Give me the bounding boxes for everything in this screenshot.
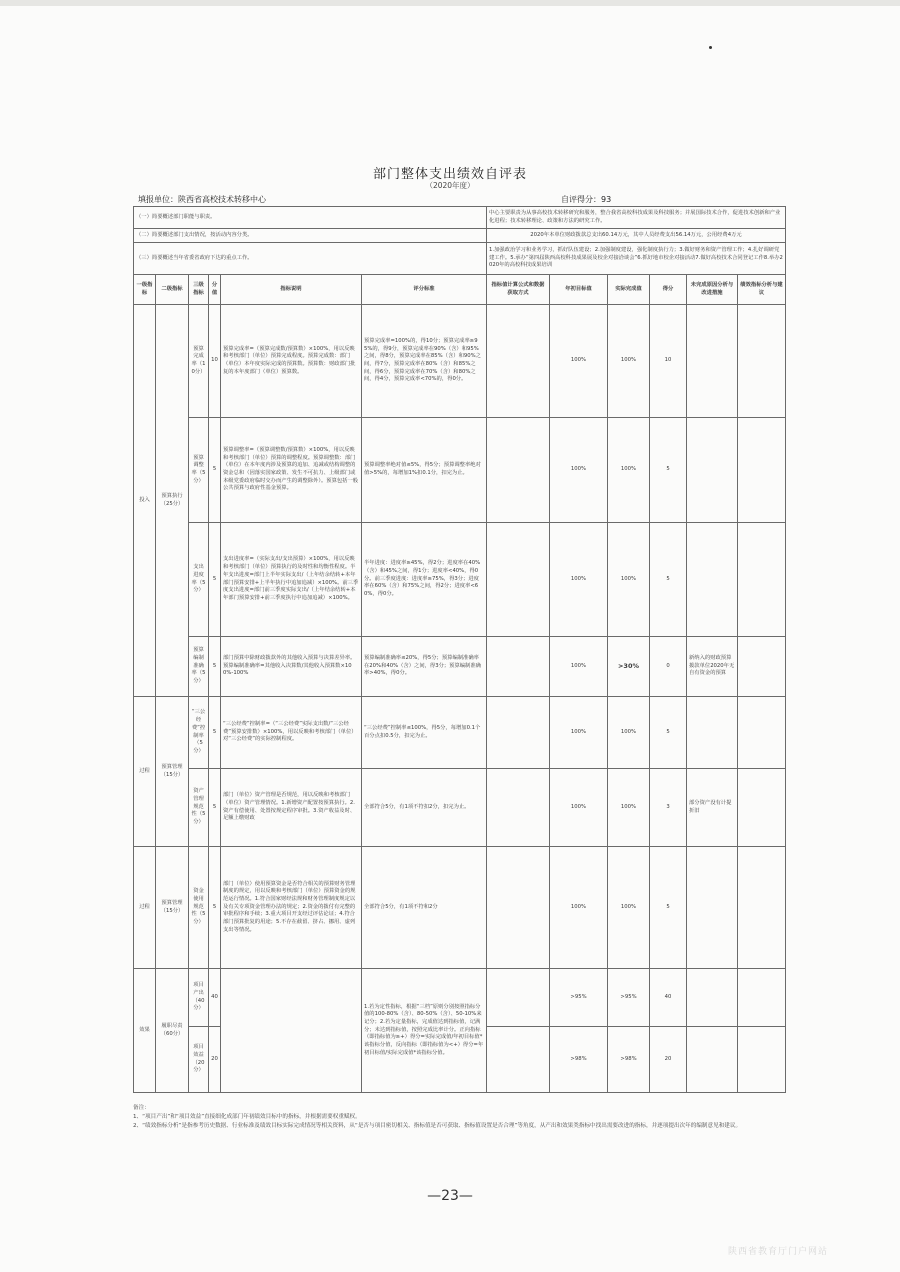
suggest-cell <box>738 637 786 697</box>
desc-cell: 部门（单位）资产管理是否规范，用以反映和考核部门（单位）资产管理情况。1.新增资产配置按预算执行。2.资产有偿使用、处置按规定程序审批。3.资产收益及时、足额上缴财政 <box>221 769 362 847</box>
suggest-cell <box>738 305 786 418</box>
actual-cell: 100% <box>608 523 650 637</box>
criteria-cell: 预算完成率=100%的，得10分；预算完成率≥95%的，得9分，预算完成率在90%（含）和95%之间，得8分，预算完成率在85%（含）和90%之间，得7分，预算完成率在80%（含）和85%之间，得6分，预算完成率在70%（含）和80%之间，得4分，预算完成率<70%的，得0分。 <box>362 305 487 418</box>
col-header: 评分标准 <box>362 275 487 305</box>
weight-cell: 5 <box>209 769 221 847</box>
actual-cell: 100% <box>608 418 650 523</box>
criteria-cell: 全部符合5分，有1项不符和2分 <box>362 847 487 969</box>
reason-cell <box>687 969 738 1027</box>
col-header: 分值 <box>209 275 221 305</box>
reason-cell <box>687 523 738 637</box>
target-cell: >95% <box>550 969 608 1027</box>
score-cell: 5 <box>650 523 687 637</box>
desc-cell: “三公经费”控制率=（“三公经费”实际支出数/“三公经费”预算安排数）×100%，用以反映和考核部门（单位）对“三公经费”的实际控制程度。 <box>221 697 362 769</box>
table-row <box>134 418 786 523</box>
page-number: —23— <box>427 1188 473 1204</box>
summary-row <box>134 229 786 243</box>
target-cell: 100% <box>550 523 608 637</box>
level2-cell: 预算管理（15分） <box>156 847 189 969</box>
table-row <box>134 637 786 697</box>
desc-cell: 预算调整率=（预算调整数/预算数）×100%，用以反映和考核部门（单位）预算的调整程度。预算调整数：部门（单位）在本年度内涉及预算的追加、追减或结构调整的资金总和（因落实国家政策、发生不可抗力、上级部门或本级党委政府临时交办而产生的调整除外）。预算包括一般公共预算与政府性基金预算。 <box>221 418 362 523</box>
source-cell <box>487 305 550 418</box>
note-item: 2、“绩效指标分析”是指参考历史数据、行业标准及绩效目标实际完成情况等相关资料，从“是否与项目密切相关、指标值是否可获取、指标值设置是否合理”等角度，从产出和效果类指标中找出需要改进的指标，并逐项提出次年的编制意见和建议。 <box>133 1122 742 1129</box>
table-row <box>134 969 786 1027</box>
col-header: 指标说明 <box>221 275 362 305</box>
suggest-cell <box>738 769 786 847</box>
weight-cell: 5 <box>209 697 221 769</box>
weight-cell: 5 <box>209 637 221 697</box>
col-header: 指标值计算公式和数据获取方式 <box>487 275 550 305</box>
weight-cell: 10 <box>209 305 221 418</box>
desc-cell: 预算完成率=（预算完成数/预算数）×100%，用以反映和考核部门（单位）预算完成程度。预算完成数：部门（单位）本年度实际完成的预算数。预算数：财政部门批复的本年度部门（单位）预算数。 <box>221 305 362 418</box>
actual-cell: >98% <box>608 1027 650 1093</box>
reason-cell <box>687 418 738 523</box>
summary-value: 中心主要职责为从事高校技术转移研究和服务，整合我省高校科技成果及科技服务；并展国际技术合作，促进技术创新和产业化进程；技术转移理论、政策和方法的研究工作。 <box>487 207 786 229</box>
level3-cell: 预算完成率（10分） <box>189 305 209 418</box>
level3-cell: 资金使用规范性（5分） <box>189 847 209 969</box>
summary-label: （二）简要概述部门支出情况，按活动内容分类。 <box>134 229 487 243</box>
table-header-row <box>134 275 786 305</box>
table-row <box>134 697 786 769</box>
suggest-cell <box>738 969 786 1027</box>
target-cell: 100% <box>550 847 608 969</box>
actual-cell: 100% <box>608 697 650 769</box>
table-row <box>134 305 786 418</box>
level1-cell: 过程 <box>134 697 156 847</box>
level3-cell: 支出进度率（5分） <box>189 523 209 637</box>
source-cell <box>487 418 550 523</box>
scan-dot <box>709 46 712 49</box>
reason-cell <box>687 697 738 769</box>
source-cell <box>487 969 550 1027</box>
suggest-cell <box>738 697 786 769</box>
self-score: 自评得分：93 <box>561 195 612 204</box>
watermark: 陕西省教育厅门户网站 <box>728 1247 829 1257</box>
source-cell <box>487 847 550 969</box>
doc-year: （2020年度） <box>425 181 475 190</box>
summary-value: 1.加强政治学习和业务学习，抓好队伍建设；2.加强制度建设，强化制度执行力；3.做好财务和资产管理工作；4.扎好调研党建工作。5.承办“第四届陕西高校科技成果展及校企对接洽谈会”6.抓好地市校企对接活动7.做好高校技术合同登记工作8.举办2020年的高校科技成果培训 <box>487 243 786 275</box>
score-cell: 20 <box>650 1027 687 1093</box>
table-row <box>134 769 786 847</box>
level3-cell: 资产管理规范性（5分） <box>189 769 209 847</box>
reason-cell <box>687 305 738 418</box>
level1-cell: 过程 <box>134 847 156 969</box>
level3-cell: 项目产出（40分） <box>189 969 209 1027</box>
level2-cell: 预算执行（25分） <box>156 305 189 697</box>
source-cell <box>487 523 550 637</box>
level1-cell: 投入 <box>134 305 156 697</box>
reason-cell <box>687 1027 738 1093</box>
col-header: 实际完成值 <box>608 275 650 305</box>
actual-cell: 100% <box>608 847 650 969</box>
level2-cell: 预算管理（15分） <box>156 697 189 847</box>
suggest-cell <box>738 847 786 969</box>
col-header: 三级指标 <box>189 275 209 305</box>
source-cell <box>487 637 550 697</box>
col-header: 二级指标 <box>156 275 189 305</box>
source-cell <box>487 697 550 769</box>
col-header: 一级指标 <box>134 275 156 305</box>
summary-row <box>134 243 786 275</box>
doc-title: 部门整体支出绩效自评表 <box>372 167 527 182</box>
actual-cell: 100% <box>608 769 650 847</box>
desc-cell: 部门（单位）使用预算资金是否符合相关的预算财务管理制度的规定，用以反映和考核部门（单位）预算资金的规范运行情况。1.符合国家财经法规和财务管理制度规定以及有关专项资金管理办法的规定；2.资金的拨付有完整的审批程序和手续；3.重大项目开支经过评估论证；4.符合部门预算批复的用途；5.不存在截留、挤占、挪用、虚列支出等情况。 <box>221 847 362 969</box>
target-cell: 100% <box>550 637 608 697</box>
weight-cell: 5 <box>209 847 221 969</box>
target-cell: 100% <box>550 697 608 769</box>
score-cell: 40 <box>650 969 687 1027</box>
desc-cell <box>221 969 362 1093</box>
reason-cell <box>687 847 738 969</box>
criteria-cell: “三公经费”控制率≤100%，得5分，每增加0.1个百分点扣0.5分，扣完为止。 <box>362 697 487 769</box>
target-cell: 100% <box>550 418 608 523</box>
notes-head: 备注： <box>133 1105 150 1111</box>
actual-cell: 100% <box>608 305 650 418</box>
level3-cell: “三公经费”控制率（5分） <box>189 697 209 769</box>
col-header: 绩效指标分析与建议 <box>738 275 786 305</box>
actual-cell: >30% <box>608 637 650 697</box>
scan-edge <box>0 0 900 6</box>
table-row <box>134 523 786 637</box>
reporting-unit: 填报单位：陕西省高校技术转移中心 <box>138 195 266 204</box>
desc-cell: 部门预算中除财政拨款外的其他收入预算与决算差异率。预算编制准确率=其他收入决算数/其他收入预算数×100%-100% <box>221 637 362 697</box>
level2-cell: 履职尽责（60分） <box>156 969 189 1093</box>
level3-cell: 项目效益（20分） <box>189 1027 209 1093</box>
target-cell: >98% <box>550 1027 608 1093</box>
evaluation-table <box>133 206 786 1093</box>
suggest-cell <box>738 1027 786 1093</box>
criteria-cell: 预算编制准确率≤20%，得5分；预算编制准确率在20%和40%（含）之间，得3分；预算编制准确率>40%，得0分。 <box>362 637 487 697</box>
reason-cell: 部分资产没有计提折旧 <box>687 769 738 847</box>
level3-cell: 预算调整率（5分） <box>189 418 209 523</box>
suggest-cell <box>738 523 786 637</box>
criteria-cell: 预算调整率绝对值≤5%，得5分；预算调整率绝对值>5%的，每增加1%扣0.1分，扣完为止。 <box>362 418 487 523</box>
score-cell: 10 <box>650 305 687 418</box>
target-cell: 100% <box>550 769 608 847</box>
score-cell: 5 <box>650 697 687 769</box>
summary-label: （三）简要概述当年省委省政府下达的重点工作。 <box>134 243 487 275</box>
desc-cell: 支出进度率=（实际支出/支出预算）×100%，用以反映和考核部门（单位）预算执行的及时性和均衡性程度。半年支出进度=部门上半年实际支出/（上年结余结转+本年部门预算安排+上半年执行中追加追减）×100%。前三季度支出进度=部门前三季度实际支出/（上年结余结转+本年部门预算安排+前三季度执行中追加追减）×100%。 <box>221 523 362 637</box>
level3-cell: 预算编制准确率（5分） <box>189 637 209 697</box>
note-item: 1、“项目产出”和“项目效益”直接细化成部门年初绩效目标中的指标，并根据需要权重赋权。 <box>133 1113 361 1120</box>
weight-cell: 5 <box>209 523 221 637</box>
source-cell <box>487 769 550 847</box>
weight-cell: 20 <box>209 1027 221 1093</box>
notes <box>133 1104 789 1131</box>
suggest-cell <box>738 418 786 523</box>
summary-row <box>134 207 786 229</box>
reason-cell: 新纳入的财政预算拨款单位2020年无自有资金的预算 <box>687 637 738 697</box>
criteria-cell: 1.若为定性指标，根据“三档”原则分别按照指标分值的100-80%（含）、80-50%（含）、50-10%来记分；2.若为定量指标，完成值达到指标值，记满分；未达到指标值，按照完成比率计分。正向指标（即指标值为≥+）得分=实际完成值/年初目标值*该指标分值，反向指标（即指标值为<+）得分=年初目标值/实际完成值*该指标分值。 <box>362 969 487 1093</box>
col-header: 年初目标值 <box>550 275 608 305</box>
col-header: 未完成原因分析与改进措施 <box>687 275 738 305</box>
weight-cell: 5 <box>209 418 221 523</box>
table-row <box>134 847 786 969</box>
score-cell: 5 <box>650 847 687 969</box>
col-header: 得分 <box>650 275 687 305</box>
weight-cell: 40 <box>209 969 221 1027</box>
level1-cell: 效果 <box>134 969 156 1093</box>
score-cell: 0 <box>650 637 687 697</box>
source-cell <box>487 1027 550 1093</box>
criteria-cell: 全部符合5分，有1项不符扣2分，扣完为止。 <box>362 769 487 847</box>
actual-cell: >95% <box>608 969 650 1027</box>
target-cell: 100% <box>550 305 608 418</box>
score-cell: 3 <box>650 769 687 847</box>
summary-value: 2020年本单位财政拨款总支出60.14万元，其中人员经费支出56.14万元，公用经费4万元 <box>487 229 786 243</box>
criteria-cell: 半年进度：进度率≥45%，得2分；进度率在40%（含）和45%之间，得1分；进度率<40%，得0分。前三季度进度：进度率≥75%，得3分；进度率在60%（含）和75%之间，得2分；进度率<60%，得0分。 <box>362 523 487 637</box>
score-cell: 5 <box>650 418 687 523</box>
summary-label: （一）简要概述部门职能与职责。 <box>134 207 487 229</box>
